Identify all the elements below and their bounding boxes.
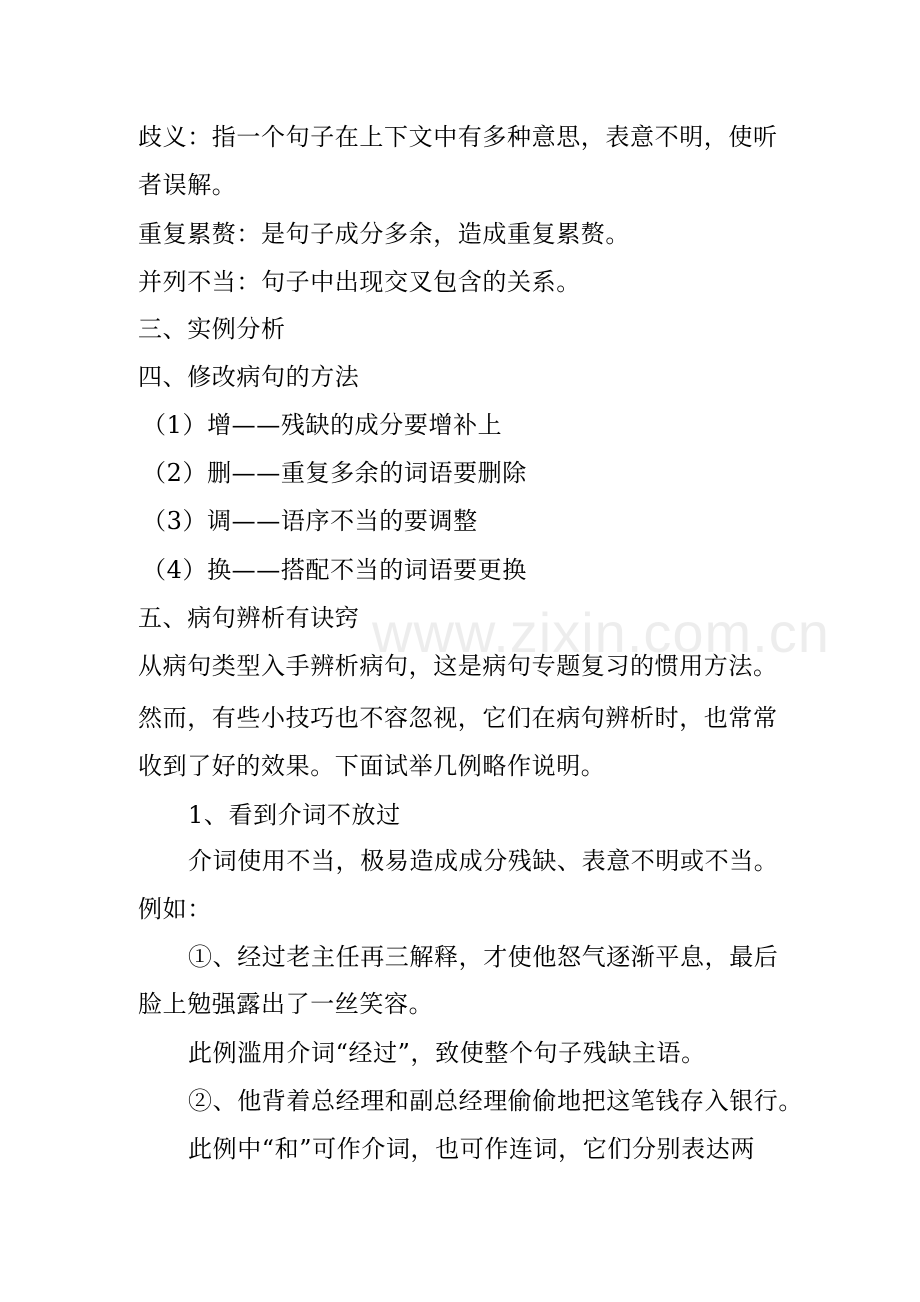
text-line: 介词使用不当，极易造成成分残缺、表意不明或不当。 (188, 847, 779, 875)
text-line: 然而，有些小技巧也不容忽视，它们在病句辨析时，也常常 (138, 704, 778, 732)
text-line: 此例滥用介词“经过”，致使整个句子残缺主语。 (188, 1039, 706, 1067)
section-heading: 三、实例分析 (138, 315, 286, 343)
text-line: 此例中“和”可作介词，也可作连词，它们分别表达两 (188, 1135, 755, 1163)
section-heading: 五、病句辨析有诀窍 (138, 604, 360, 632)
text-line: 歧义：指一个句子在上下文中有多种意思，表意不明，使听 (138, 123, 778, 151)
text-line: ②、他背着总经理和副总经理偷偷地把这笔钱存入银行。 (188, 1087, 803, 1115)
text-line: ①、经过老主任再三解释，才使他怒气逐渐平息，最后 (188, 943, 779, 971)
list-item: （2）删——重复多余的词语要删除 (142, 459, 527, 487)
list-item: （3）调——语序不当的要调整 (142, 507, 478, 535)
text-line: 从病句类型入手辨析病句，这是病句专题复习的惯用方法。 (138, 652, 778, 680)
text-line: 者误解。 (138, 171, 237, 199)
text-line: 并列不当：句子中出现交叉包含的关系。 (138, 268, 581, 296)
section-heading: 四、修改病句的方法 (138, 363, 360, 391)
text-line: 例如： (138, 895, 212, 923)
list-item: （1）增——残缺的成分要增补上 (142, 411, 503, 439)
text-line: 脸上勉强露出了一丝笑容。 (138, 990, 434, 1018)
subsection-heading: 1、看到介词不放过 (188, 801, 401, 829)
text-line: 收到了好的效果。下面试举几例略作说明。 (138, 752, 606, 780)
watermark: www.zixin.com.cn (372, 601, 830, 664)
list-item: （4）换——搭配不当的词语要更换 (142, 556, 527, 584)
text-line: 重复累赘：是句子成分多余，造成重复累赘。 (138, 220, 630, 248)
